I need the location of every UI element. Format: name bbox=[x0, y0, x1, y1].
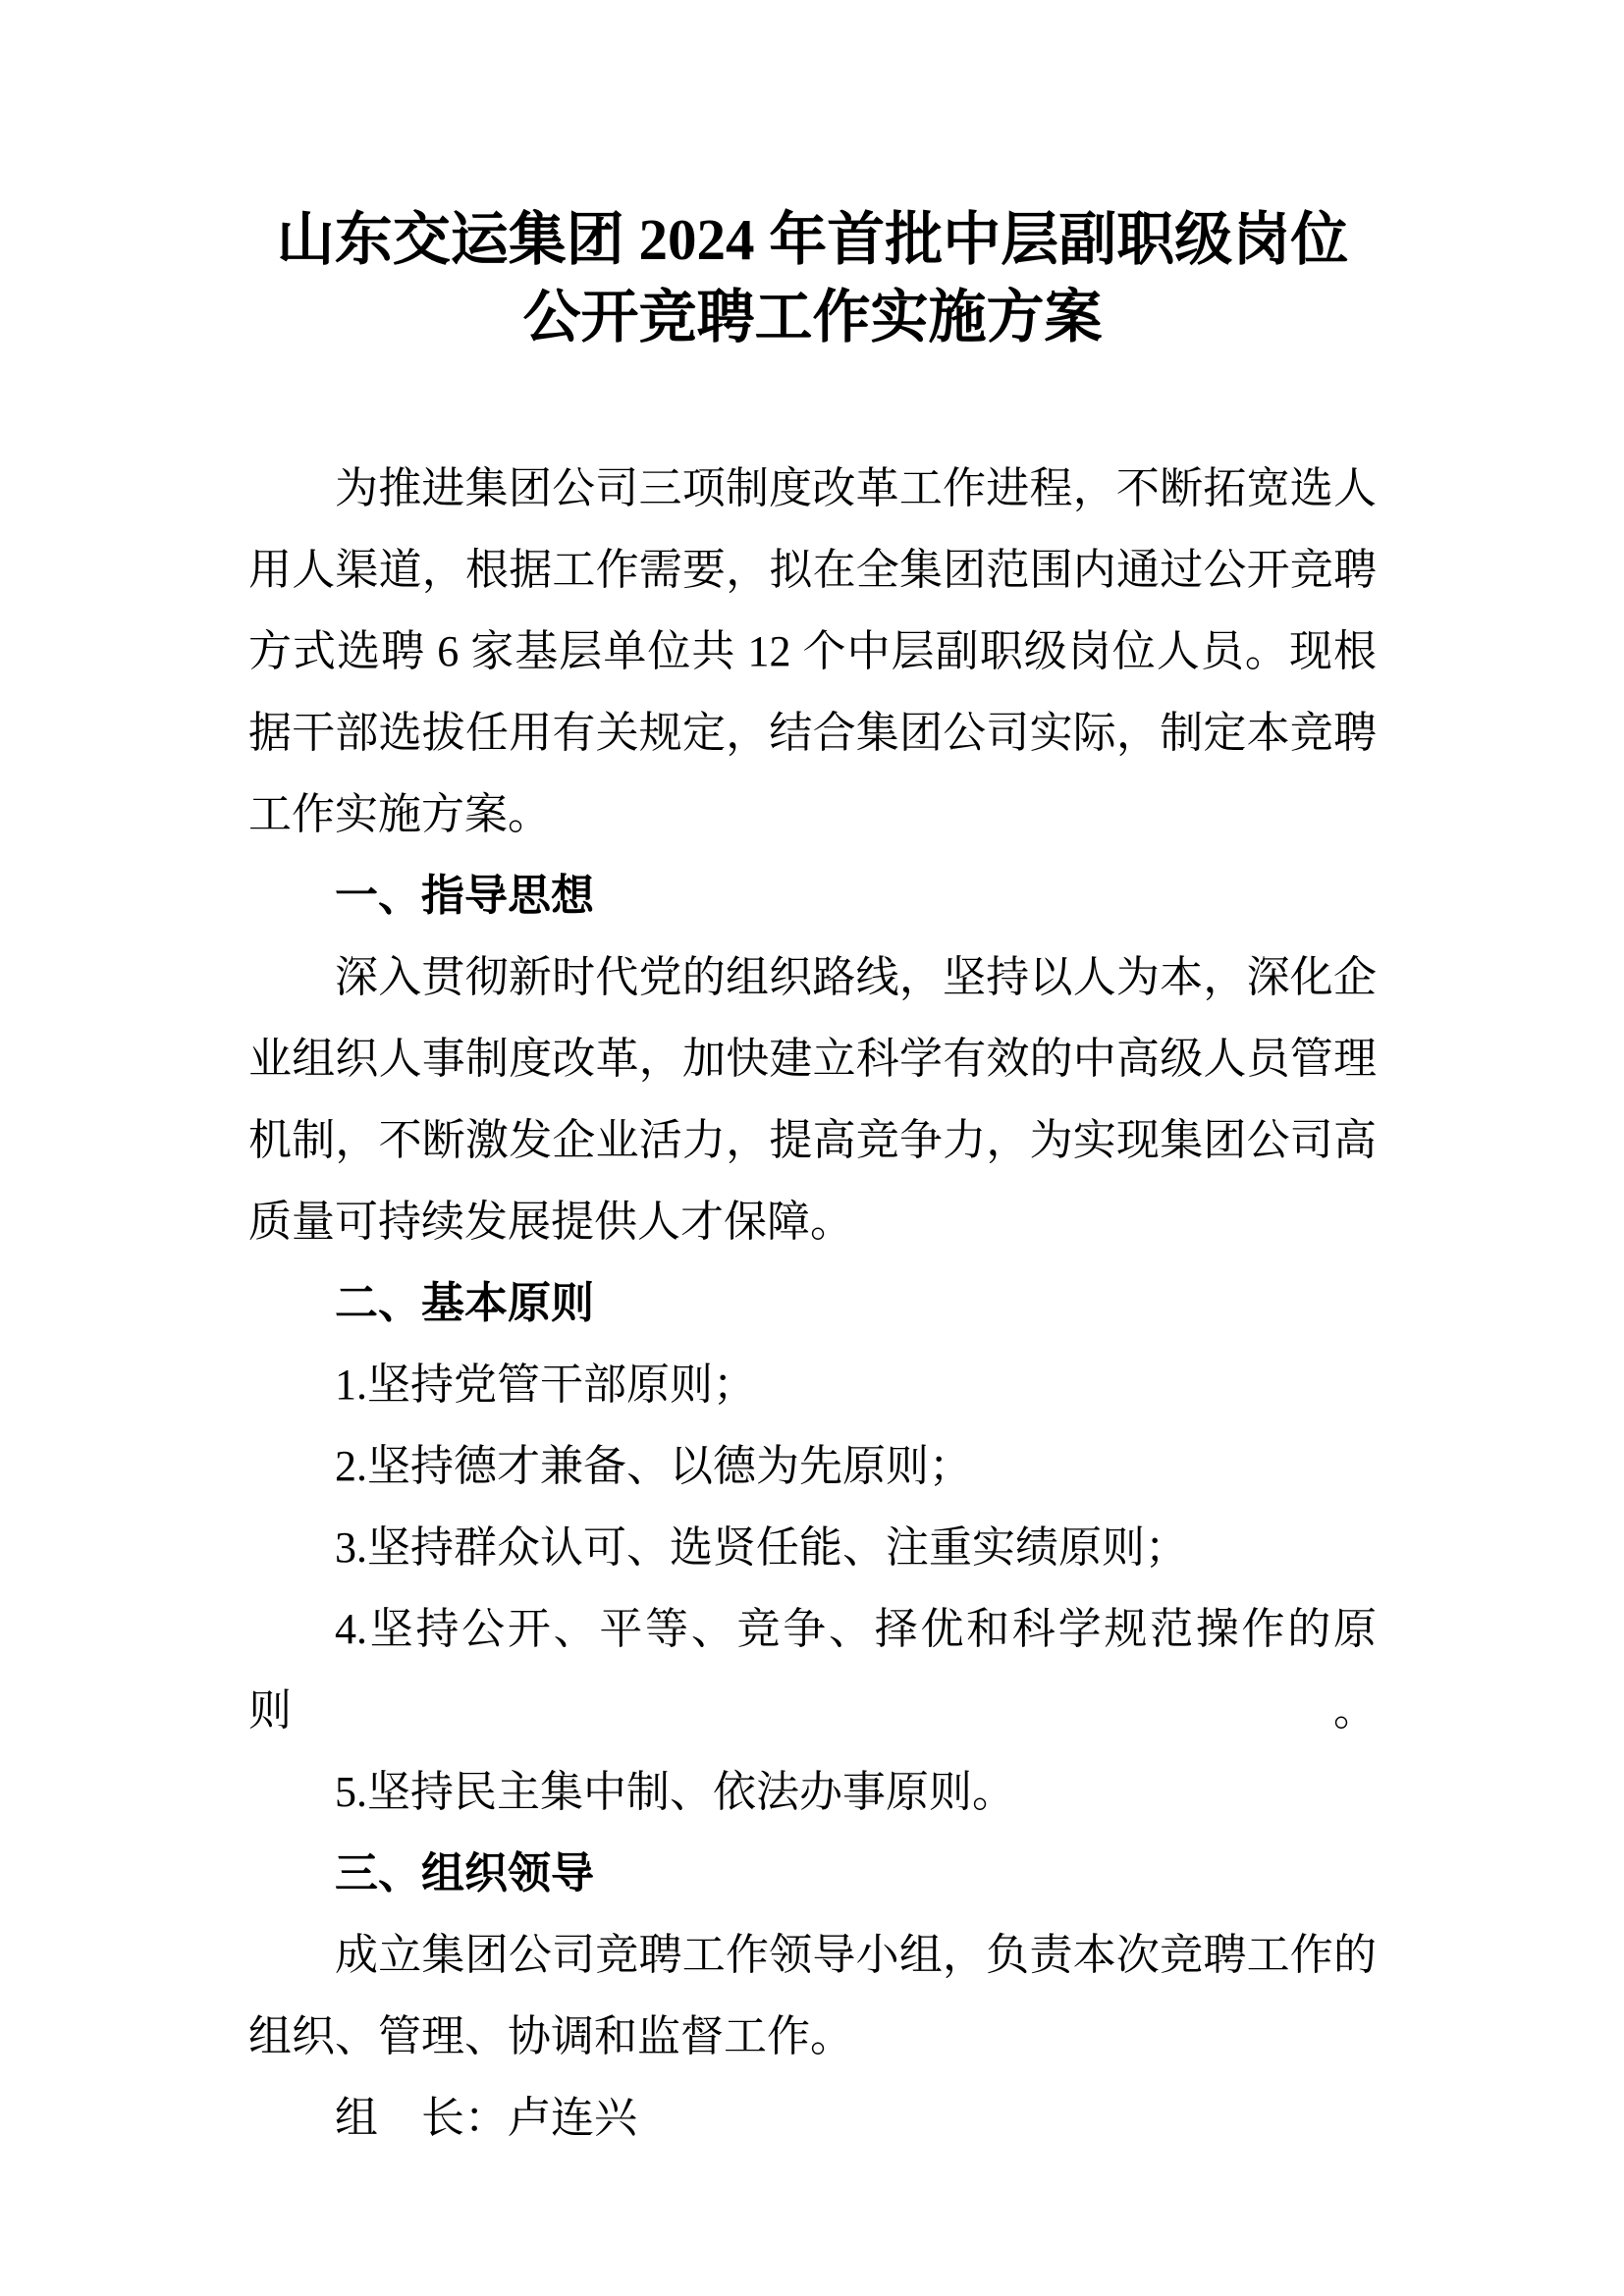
text-line: 2.坚持德才兼备、以德为先原则； bbox=[335, 1442, 972, 1490]
document-body bbox=[248, 448, 1377, 2159]
text-line: 5.坚持民主集中制、依法办事原则。 bbox=[335, 1768, 1015, 1816]
text-line: 组织、管理、协调和监督工作。 bbox=[248, 2012, 853, 2060]
document-title bbox=[248, 201, 1377, 356]
text-line: 3.坚持群众认可、选贤任能、注重实绩原则； bbox=[335, 1523, 1188, 1572]
title-line: 公开竞聘工作实施方案 bbox=[522, 285, 1103, 349]
text-line: 机制，不断激发企业活力，提高竞争力，为实现集团公司高 bbox=[248, 1116, 1377, 1164]
text-line: 业组织人事制度改革，加快建立科学有效的中高级人员管理 bbox=[248, 1035, 1377, 1083]
text-line: 组 长：卢连兴 bbox=[335, 2094, 637, 2142]
section-heading: 二、基本原则 bbox=[335, 1279, 594, 1327]
text-line: 为推进集团公司三项制度改革工作进程，不断拓宽选人 bbox=[335, 464, 1377, 512]
text-line: 据干部选拔任用有关规定，结合集团公司实际，制定本竞聘 bbox=[248, 709, 1377, 757]
text-line: 成立集团公司竞聘工作领导小组，负责本次竞聘工作的 bbox=[335, 1931, 1377, 1979]
title-line: 山东交运集团 2024 年首批中层副职级岗位 bbox=[276, 207, 1349, 272]
text-line: 质量可持续发展提供人才保障。 bbox=[248, 1198, 853, 1246]
section-heading: 一、指导思想 bbox=[335, 872, 594, 920]
text-line: 用人渠道，根据工作需要，拟在全集团范围内通过公开竞聘 bbox=[248, 546, 1377, 594]
text-line: 工作实施方案。 bbox=[248, 790, 551, 838]
text-line: 1.坚持党管干部原则； bbox=[335, 1361, 756, 1409]
section-heading: 三、组织领导 bbox=[335, 1849, 594, 1897]
text-line: 4.坚持公开、平等、竞争、择优和科学规范操作的原则。 bbox=[248, 1605, 1377, 1735]
text-line: 方式选聘 6 家基层单位共 12 个中层副职级岗位人员。现根 bbox=[248, 627, 1377, 675]
text-line: 深入贯彻新时代党的组织路线，坚持以人为本，深化企 bbox=[335, 953, 1377, 1001]
